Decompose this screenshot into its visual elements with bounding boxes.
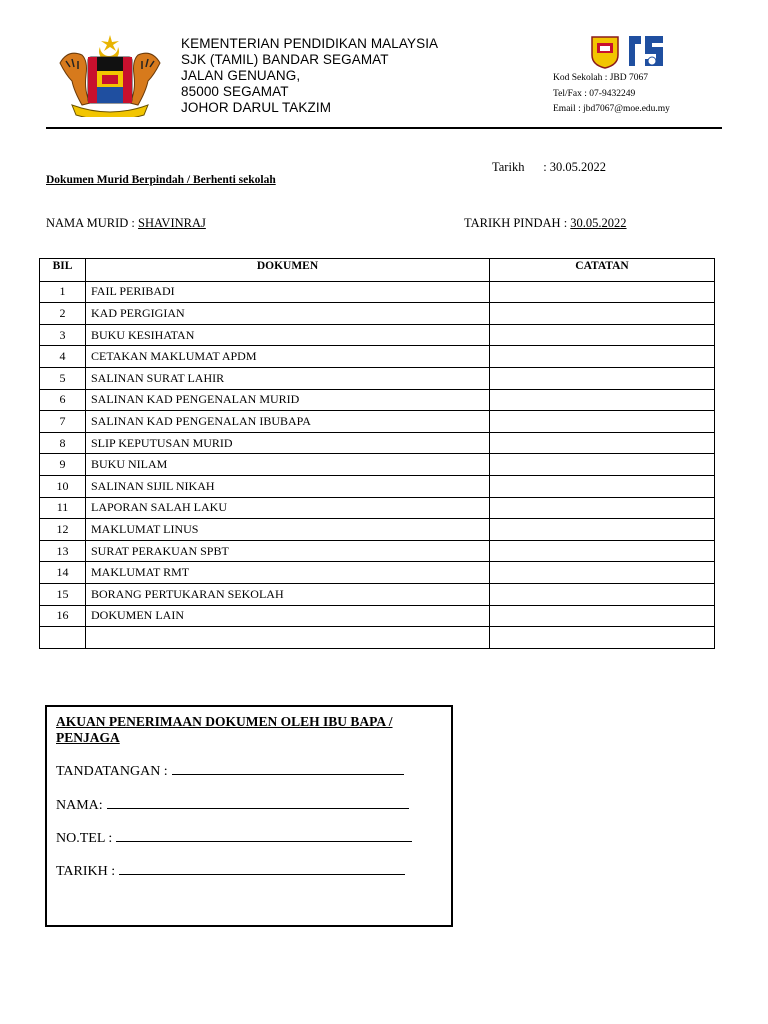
table-header-row <box>40 259 715 282</box>
table-row <box>40 411 715 433</box>
row-number: 13 <box>40 540 86 562</box>
row-document: SALINAN SIJIL NIKAH <box>86 475 490 497</box>
row-number: 6 <box>40 389 86 411</box>
school-tel: Tel/Fax : 07-9432249 <box>553 88 636 99</box>
row-note[interactable] <box>490 497 715 519</box>
header-address-street: JALAN GENUANG, <box>181 68 301 83</box>
row-number: 2 <box>40 303 86 325</box>
row-number: 14 <box>40 562 86 584</box>
student-name-label: NAMA MURID : <box>46 216 139 230</box>
phone-line[interactable] <box>116 829 412 842</box>
row-document: BORANG PERTUKARAN SEKOLAH <box>86 583 490 605</box>
parent-name-field[interactable] <box>56 796 409 814</box>
signature-line[interactable] <box>172 762 404 775</box>
table-row <box>40 281 715 303</box>
row-number: 5 <box>40 367 86 389</box>
transfer-date-label: TARIKH PINDAH : <box>464 216 571 230</box>
row-number: 16 <box>40 605 86 627</box>
row-note[interactable] <box>490 389 715 411</box>
documents-table <box>39 258 715 649</box>
header-address-city: 85000 SEGAMAT <box>181 84 289 99</box>
row-note[interactable] <box>490 540 715 562</box>
row-document <box>86 627 490 649</box>
row-document: MAKLUMAT LINUS <box>86 519 490 541</box>
school-email: Email : jbd7067@moe.edu.my <box>553 104 670 114</box>
row-document: KAD PERGIGIAN <box>86 303 490 325</box>
row-number: 12 <box>40 519 86 541</box>
table-row <box>40 562 715 584</box>
student-name <box>46 216 206 231</box>
row-note[interactable] <box>490 605 715 627</box>
school-badge-icon <box>589 33 685 69</box>
header-divider <box>46 127 722 129</box>
row-note[interactable] <box>490 432 715 454</box>
row-document: SURAT PERAKUAN SPBT <box>86 540 490 562</box>
parent-name-line[interactable] <box>107 796 409 809</box>
signature-field[interactable] <box>56 762 404 780</box>
sign-date-field[interactable] <box>56 862 405 880</box>
row-note[interactable] <box>490 411 715 433</box>
row-document: SALINAN SURAT LAHIR <box>86 367 490 389</box>
row-note[interactable] <box>490 324 715 346</box>
header-bil: BIL <box>40 259 86 282</box>
row-document: SALINAN KAD PENGENALAN IBUBAPA <box>86 411 490 433</box>
header-dokumen: DOKUMEN <box>86 259 490 282</box>
school-logos <box>589 33 685 69</box>
table-row <box>40 303 715 325</box>
row-number: 11 <box>40 497 86 519</box>
phone-label: NO.TEL : <box>56 831 113 846</box>
table-row <box>40 389 715 411</box>
table-row <box>40 519 715 541</box>
table-row <box>40 497 715 519</box>
row-document: FAIL PERIBADI <box>86 281 490 303</box>
table-row <box>40 583 715 605</box>
transfer-date <box>464 216 627 231</box>
school-code: Kod Sekolah : JBD 7067 <box>553 73 648 83</box>
header-address-state: JOHOR DARUL TAKZIM <box>181 100 332 115</box>
table-row <box>40 605 715 627</box>
sign-date-line[interactable] <box>119 862 405 875</box>
row-number: 4 <box>40 346 86 368</box>
row-note[interactable] <box>490 367 715 389</box>
header-ministry: KEMENTERIAN PENDIDIKAN MALAYSIA <box>181 36 439 51</box>
row-number: 1 <box>40 281 86 303</box>
row-number: 7 <box>40 411 86 433</box>
phone-field[interactable] <box>56 829 412 847</box>
table-row <box>40 324 715 346</box>
row-number: 9 <box>40 454 86 476</box>
header-school-name: SJK (TAMIL) BANDAR SEGAMAT <box>181 52 389 67</box>
row-number <box>40 627 86 649</box>
row-document: LAPORAN SALAH LAKU <box>86 497 490 519</box>
row-document: BUKU KESIHATAN <box>86 324 490 346</box>
table-row <box>40 627 715 649</box>
row-number: 8 <box>40 432 86 454</box>
row-number: 15 <box>40 583 86 605</box>
table-row <box>40 454 715 476</box>
row-document: DOKUMEN LAIN <box>86 605 490 627</box>
acknowledgement-title: AKUAN PENERIMAAN DOKUMEN OLEH IBU BAPA / PENJAGA <box>56 714 393 745</box>
header-catatan: CATATAN <box>490 259 715 282</box>
table-row <box>40 346 715 368</box>
row-document: BUKU NILAM <box>86 454 490 476</box>
school-header <box>181 36 438 116</box>
document-date <box>492 160 606 175</box>
date-value: : 30.05.2022 <box>543 160 607 174</box>
row-note[interactable] <box>490 346 715 368</box>
row-note[interactable] <box>490 303 715 325</box>
table-row <box>40 432 715 454</box>
row-note[interactable] <box>490 519 715 541</box>
row-note[interactable] <box>490 475 715 497</box>
row-number: 10 <box>40 475 86 497</box>
row-document: SLIP KEPUTUSAN MURID <box>86 432 490 454</box>
table-row <box>40 540 715 562</box>
row-note[interactable] <box>490 562 715 584</box>
student-name-value: SHAVINRAJ <box>138 216 206 230</box>
parent-name-label: NAMA: <box>56 798 103 813</box>
date-label: Tarikh <box>492 160 525 174</box>
row-number: 3 <box>40 324 86 346</box>
row-note[interactable] <box>490 583 715 605</box>
sign-date-label: TARIKH : <box>56 864 116 879</box>
row-document: CETAKAN MAKLUMAT APDM <box>86 346 490 368</box>
malaysia-coat-of-arms-icon <box>54 33 166 117</box>
signature-label: TANDATANGAN : <box>56 764 168 779</box>
row-document: MAKLUMAT RMT <box>86 562 490 584</box>
row-note[interactable] <box>490 454 715 476</box>
transfer-date-value: 30.05.2022 <box>570 216 627 230</box>
school-contact <box>553 71 670 118</box>
table-row <box>40 367 715 389</box>
row-note[interactable] <box>490 281 715 303</box>
row-note[interactable] <box>490 627 715 649</box>
document-title: Dokumen Murid Berpindah / Berhenti sekolah <box>46 174 276 186</box>
table-row <box>40 475 715 497</box>
row-document: SALINAN KAD PENGENALAN MURID <box>86 389 490 411</box>
